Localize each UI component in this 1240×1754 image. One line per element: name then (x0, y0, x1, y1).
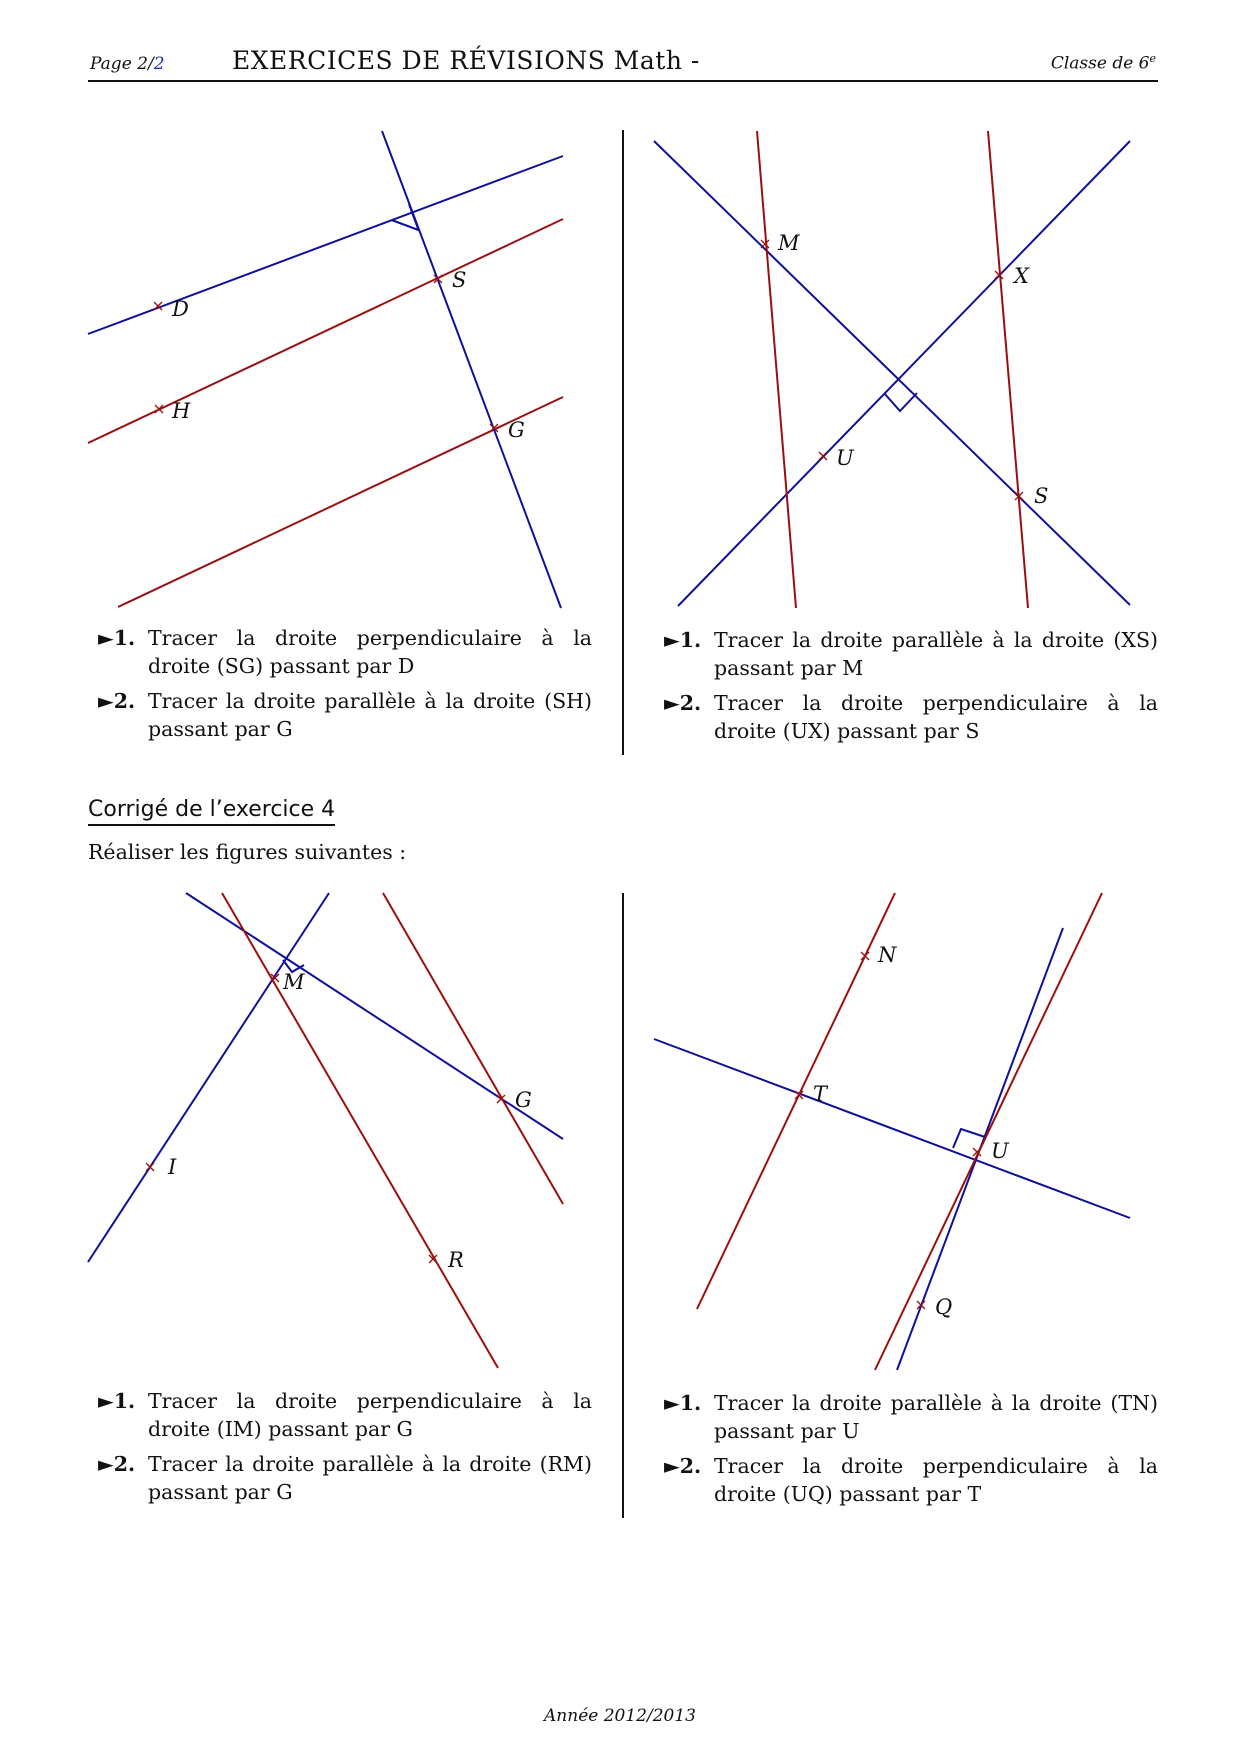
point-label-u: U (991, 1139, 1009, 1163)
instruction-item: ►2. Tracer la droite parallèle à la droite (SH) passant par G (98, 689, 592, 741)
instruction-item: ►1. Tracer la droite parallèle à la droite (XS) passant par M (664, 628, 1158, 680)
point-label-x: X (1014, 264, 1029, 288)
line-ut-blue (654, 1039, 1130, 1218)
point-label-u: U (836, 446, 854, 470)
page-number: Page 2/2 (90, 54, 165, 74)
instructions-figure-4 (664, 1389, 1158, 1515)
point-mark-n (861, 952, 869, 960)
class-label: Classe de 6e (1050, 52, 1156, 74)
page-total: 2 (153, 54, 165, 74)
point-label-n: N (878, 943, 897, 967)
instruction-item: ►2. Tracer la droite perpendiculaire à la droite (UQ) passant par T (664, 1454, 1158, 1506)
instruction-item: ►2. Tracer la droite parallèle à la droite (RM) passant par G (98, 1452, 592, 1504)
point-label-h: H (172, 399, 191, 423)
point-label-g: G (515, 1088, 532, 1112)
point-label-s: S (452, 268, 467, 292)
page-footer: Année 2012/2013 (544, 1706, 696, 1726)
point-label-r: R (448, 1248, 464, 1272)
point-label-s: S (1034, 484, 1049, 508)
point-label-g: G (508, 418, 525, 442)
point-label-q: Q (935, 1295, 953, 1319)
document-title: EXERCICES DE RÉVISIONS Math - (232, 46, 700, 75)
instruction-item: ►1. Tracer la droite parallèle à la droite (TN) passant par U (664, 1391, 1158, 1443)
instruction-item: ►1. Tracer la droite perpendiculaire à la droite (IM) passant par G (98, 1389, 592, 1441)
right-angle-mark (953, 1129, 985, 1148)
section-title: Corrigé de l’exercice 4 (88, 797, 335, 826)
point-label-i: I (168, 1155, 177, 1179)
section-intro: Réaliser les figures suivantes : (88, 840, 407, 864)
point-label-t: T (813, 1082, 828, 1106)
point-label-m: M (778, 231, 800, 255)
instruction-item: ►1. Tracer la droite perpendiculaire à la droite (SG) passant par D (98, 626, 592, 678)
point-label-m: M (283, 970, 305, 994)
point-label-d: D (172, 297, 189, 321)
instructions-figure-3 (98, 1387, 592, 1513)
instruction-item: ►2. Tracer la droite perpendiculaire à la droite (UX) passant par S (664, 691, 1158, 743)
line-u-red (875, 893, 1102, 1370)
